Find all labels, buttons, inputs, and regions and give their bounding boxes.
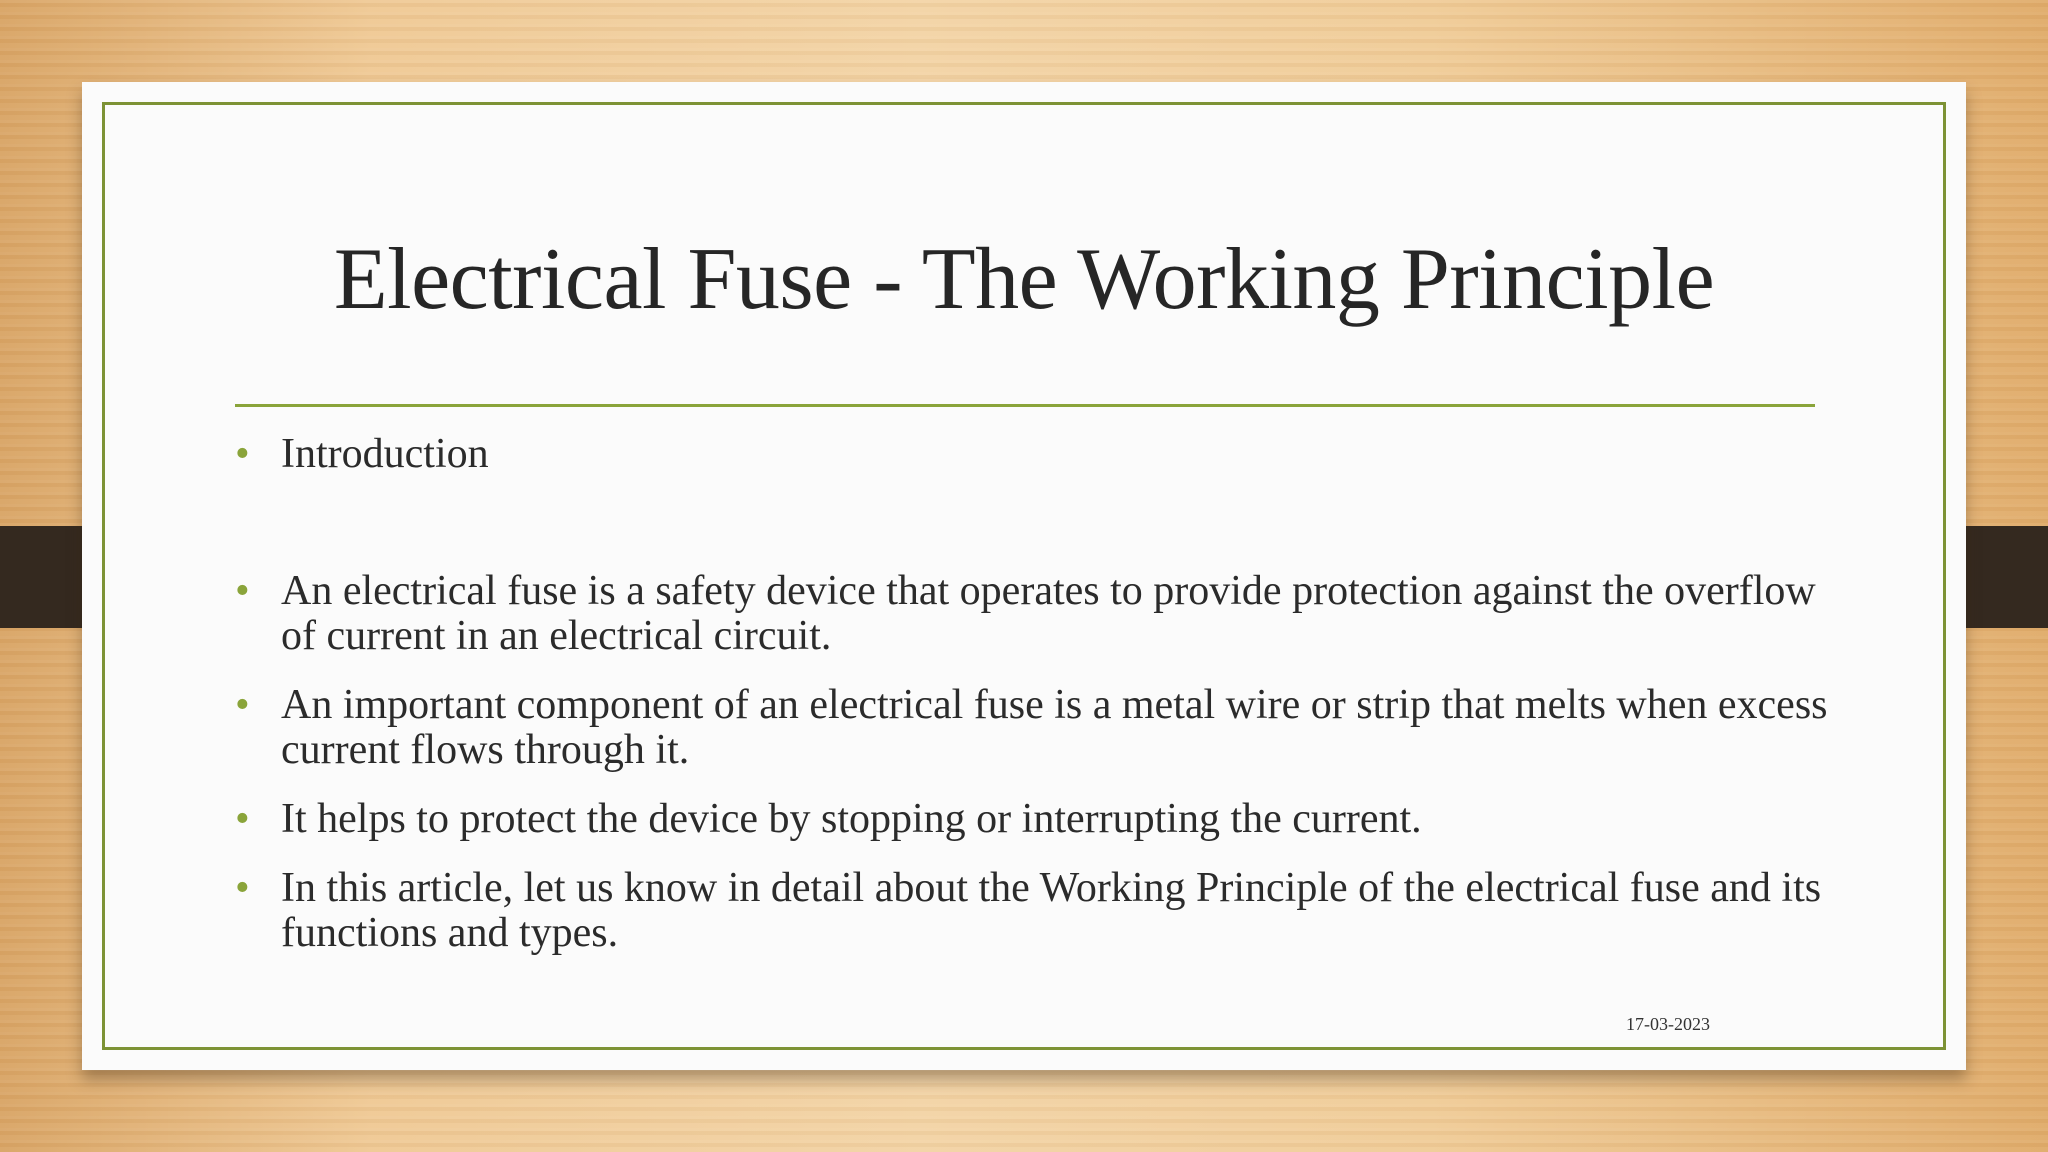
bullet-text: An important component of an electrical fuse is a metal wire or strip that melts when excess current flows through it. (281, 682, 1828, 773)
bullet-text: In this article, let us know in detail about the Working Principle of the electrical fuse and its functions and types. (281, 865, 1822, 956)
bullet-item (235, 569, 1855, 659)
slide-title: Electrical Fuse - The Working Principle (333, 231, 1715, 328)
bullet-dot-icon: • (235, 682, 250, 728)
bullet-item (235, 866, 1855, 956)
bullet-item (235, 683, 1855, 773)
bullet-item (235, 797, 1855, 842)
bullet-dot-icon: • (235, 568, 250, 614)
bullet-text: It helps to protect the device by stopping or interrupting the current. (281, 796, 1422, 842)
bullet-text: An electrical fuse is a safety device that operates to provide protection against the overflow of current in an electrical circuit. (281, 568, 1816, 659)
bullet-text: Introduction (281, 431, 489, 477)
slide-card (82, 82, 1966, 1070)
bullet-item (235, 432, 1855, 477)
title-divider (235, 404, 1815, 407)
bullet-dot-icon: • (235, 796, 250, 842)
slide-date: 17-03-2023 (1626, 1014, 1710, 1034)
bullet-dot-icon: • (235, 865, 250, 911)
bullet-dot-icon: • (235, 431, 250, 477)
